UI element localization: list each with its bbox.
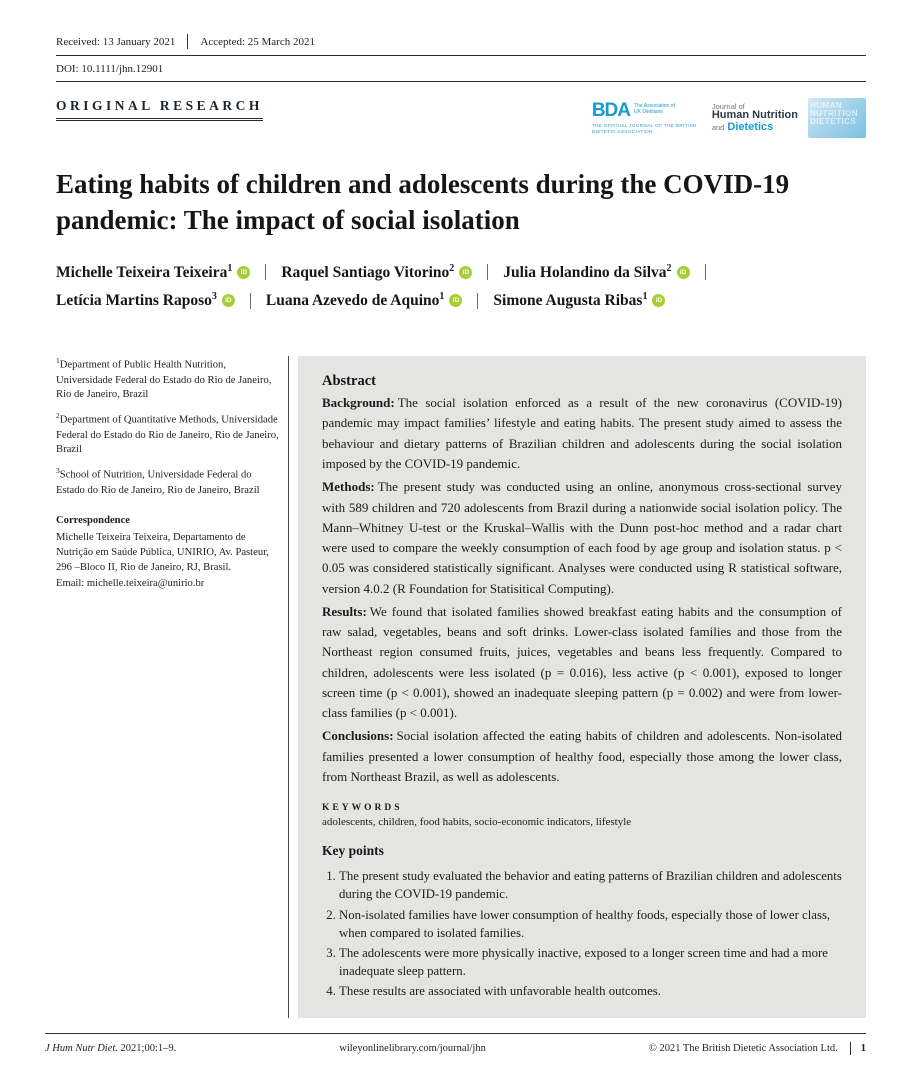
footer-citation-journal: J Hum Nutr Diet. xyxy=(45,1043,118,1054)
article-type-label: ORIGINAL RESEARCH xyxy=(56,98,263,121)
keypoint-item: 3. The adolescents were more physically inactive, exposed to a longer screen time and had a more inadequate sleep pattern. xyxy=(339,944,842,980)
author xyxy=(503,263,671,282)
author-name: Luana Azevedo de Aquino xyxy=(265,292,440,310)
journal-name-main: Human Nutrition xyxy=(711,109,798,122)
bda-logo-subtext: THE OFFICIAL JOURNAL OF THE BRITISH DIETETIC ASSOCIATION xyxy=(591,123,697,134)
meta-separator xyxy=(187,34,188,49)
footer-right xyxy=(649,1042,866,1055)
author-line-1 xyxy=(56,263,866,282)
orcid-icon[interactable]: iD xyxy=(459,266,472,279)
author-name: Letícia Martins Raposo xyxy=(56,292,212,310)
journal-name-dietetics: Dietetics xyxy=(727,120,774,133)
author xyxy=(493,291,647,310)
author-name: Raquel Santiago Vitorino xyxy=(281,264,450,282)
keypoint-item: 2. Non-isolated families have lower consumption of healthy foods, especially those of lower class, when compared to isolated families. xyxy=(339,906,842,942)
author-separator xyxy=(265,264,266,280)
abstract-section-text: The social isolation enforced as a result of the new coronavirus (COVID-19) pandemic may impact families’ lifestyle and eating habits. The present study aimed to assess the behaviour and dietary patterns of Brazilian children and adolescents during the social isolation imposed by the COVID-19 pandemic. xyxy=(322,395,842,471)
abstract-methods xyxy=(322,477,842,599)
abstract-section-label: Background: xyxy=(322,395,395,411)
author-separator xyxy=(487,264,488,280)
journal-name-prefix: Journal of xyxy=(711,101,745,111)
author-separator xyxy=(477,293,478,309)
abstract-background xyxy=(322,393,842,474)
journal-name xyxy=(712,103,798,134)
header-rule-top xyxy=(56,55,866,56)
keywords-heading: KEYWORDS xyxy=(322,803,403,814)
author-name: Michelle Teixeira Teixeira xyxy=(56,264,228,282)
header-rule-bottom xyxy=(56,81,866,82)
author-affiliation-sup: 1 xyxy=(439,291,445,303)
received-accepted-row xyxy=(56,34,866,49)
abstract-section-label: Methods: xyxy=(322,479,375,495)
journal-cover-text: HUMAN NUTRITION DIETETICS xyxy=(810,101,859,126)
journal-banner xyxy=(592,98,866,138)
author-separator xyxy=(705,264,706,280)
orcid-icon[interactable]: iD xyxy=(652,294,665,307)
affiliation-sup: 1 xyxy=(56,356,60,366)
author-list xyxy=(56,263,866,310)
footer-copyright: © 2021 The British Dietetic Association Ltd. xyxy=(648,1043,838,1054)
bda-logo-tagline: The Association of UK Dietitians xyxy=(634,103,675,115)
footer-url[interactable]: wileyonlinelibrary.com/journal/jhn xyxy=(339,1043,486,1054)
journal-name-and: and xyxy=(711,122,725,132)
abstract-box xyxy=(298,356,866,1018)
abstract-section-label: Conclusions: xyxy=(322,728,394,744)
author xyxy=(56,291,217,310)
accepted-date: Accepted: 25 March 2021 xyxy=(200,35,315,48)
author-line-2 xyxy=(56,291,866,310)
author-affiliation-sup: 1 xyxy=(227,262,233,274)
page-number: 1 xyxy=(850,1042,866,1055)
orcid-icon[interactable]: iD xyxy=(449,294,462,307)
abstract-heading: Abstract xyxy=(322,373,376,390)
author xyxy=(281,263,454,282)
affiliation-sup: 3 xyxy=(56,466,60,476)
affiliation-sup: 2 xyxy=(56,411,60,421)
abstract-section-label: Results: xyxy=(322,603,367,619)
author-affiliation-sup: 2 xyxy=(449,262,455,274)
orcid-icon[interactable]: iD xyxy=(222,294,235,307)
affiliation-2 xyxy=(56,411,282,458)
keypoint-item: 1. The present study evaluated the behavior and eating patterns of Brazilian children and adolescents during the COVID-19 pandemic. xyxy=(339,867,842,903)
abstract-results xyxy=(322,602,842,724)
affiliation-1 xyxy=(56,356,282,403)
column-divider xyxy=(288,356,289,1018)
keypoints-list xyxy=(322,867,842,1000)
keypoints-heading: Key points xyxy=(322,843,384,859)
correspondence-heading: Correspondence xyxy=(56,515,130,527)
doi: DOI: 10.1111/jhn.12901 xyxy=(56,63,164,75)
bda-logo-acronym: BDA xyxy=(591,100,630,122)
affiliation-3 xyxy=(56,466,282,498)
affiliation-text: Department of Quantitative Methods, Universidade Federal do Estado do Rio de Janeiro, Rio de Janeiro, Brazil xyxy=(56,414,279,456)
keypoint-item: 4. These results are associated with unfavorable health outcomes. xyxy=(339,982,842,1000)
orcid-icon[interactable]: iD xyxy=(237,266,250,279)
article-title: Eating habits of children and adolescents during the COVID-19 pandemic: The impact of social isolation xyxy=(56,169,790,236)
footer-citation-rest: 2021;00:1–9. xyxy=(117,1043,177,1054)
footer-citation xyxy=(45,1043,176,1054)
abstract-section-text: We found that isolated families showed breakfast eating habits and the consumption of raw salad, vegetables, beans and soft drinks. Lower-class isolated families and those from the Northeast region consumed fruits, juices, vegetables and beans less frequently. Compared to children, adolescents were less isolated (p = 0.016), less active (p < 0.001), exposed to longer screen time (p < 0.001), showed an inadequate sleeping pattern (p = 0.002) and were from lower-class families (p < 0.001). xyxy=(322,603,842,721)
abstract-conclusions xyxy=(322,726,842,787)
affiliation-text: School of Nutrition, Universidade Federal do Estado do Rio de Janeiro, Rio de Janeiro, Brazil xyxy=(56,469,260,496)
author xyxy=(56,263,232,282)
author-affiliation-sup: 1 xyxy=(642,291,648,303)
author-name: Simone Augusta Ribas xyxy=(493,292,643,310)
correspondence-email[interactable]: Email: michelle.teixeira@unirio.br xyxy=(56,577,205,589)
page-footer xyxy=(45,1033,866,1055)
correspondence-address: Michelle Teixeira Teixeira, Departamento de Nutrição em Saúde Pública, UNIRIO, Av. Pasteur, 296 –Bloco II, Rio de Janeiro, RJ, Brasil. xyxy=(56,532,269,573)
affiliation-text: Department of Public Health Nutrition, Universidade Federal do Estado do Rio de Janeiro, Rio de Janeiro, Brazil xyxy=(56,359,272,401)
abstract-section-text: Social isolation affected the eating habits of children and adolescents. Non-isolated families presented a lower consumption of healthy food, especially those among the lower class, from Northeast Brazil, as well as adolescents. xyxy=(322,728,842,784)
affiliations-column xyxy=(56,356,282,1018)
author-affiliation-sup: 2 xyxy=(666,262,672,274)
journal-cover-thumbnail xyxy=(808,98,866,138)
orcid-icon[interactable]: iD xyxy=(677,266,690,279)
author-affiliation-sup: 3 xyxy=(211,291,217,303)
author-name: Julia Holandino da Silva xyxy=(503,264,667,282)
author xyxy=(266,291,445,310)
keywords-list: adolescents, children, food habits, socio-economic indicators, lifestyle xyxy=(322,816,632,829)
author-separator xyxy=(250,293,251,309)
bda-logo xyxy=(592,101,702,135)
received-date: Received: 13 January 2021 xyxy=(56,35,176,48)
abstract-section-text: The present study was conducted using an online, anonymous cross-sectional survey with 589 children and 720 adolescents from Brazil during a nationwide social isolation policy. The Mann–Whitney U-test or the Kruskal–Wallis with the Dunn post-hoc method and a radar chart were used to compare the weekly consumption of each food by age group and isolation status. p < 0.05 was considered statistically significant. Analyses were conducted using R statistical software, version 4.0.2 (R Foundation for Statisitical Computing). xyxy=(322,479,842,596)
